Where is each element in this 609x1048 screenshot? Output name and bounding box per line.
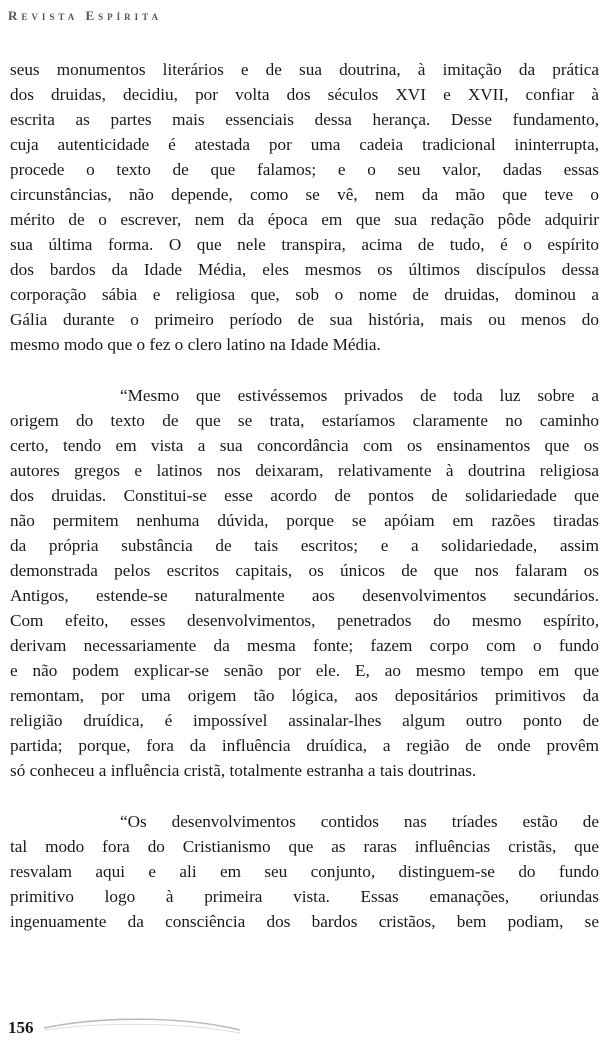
text-line: escrita as partes mais essenciais dessa herança. Desse fundamento,	[10, 110, 599, 129]
text-line: sua última forma. O que nele transpira, acima de tudo, é o espírito	[10, 235, 599, 254]
text-line: não permitem nenhuma dúvida, porque se apóiam em razões tiradas	[10, 511, 599, 530]
text-line: “Os desenvolvimentos contidos nas tríades estão de	[120, 812, 599, 831]
text-line: e não podem explicar-se senão por ele. E, ao mesmo tempo em que	[10, 661, 599, 680]
text-line: dos druidas. Constitui-se esse acordo de pontos de solidariedade que	[10, 486, 599, 505]
text-line: certo, tendo em vista a sua concordância com os ensinamentos que os	[10, 436, 599, 455]
text-line: só conheceu a influência cristã, totalmente estranha a tais doutrinas.	[10, 761, 477, 780]
text-line: mérito de o escrever, nem da época em que sua redação pôde adquirir	[10, 210, 599, 229]
text-line: ingenuamente da consciência dos bardos cristãos, bem podiam, se	[10, 912, 599, 931]
text-line: religião druídica, é impossível assinalar-lhes algum outro ponto de	[10, 711, 599, 730]
text-line: demonstrada pelos escritos capitais, os únicos de que nos falaram os	[10, 561, 599, 580]
text-line: da própria substância de tais escritos; e a solidariedade, assim	[10, 536, 599, 555]
text-line: seus monumentos literários e de sua doutrina, à imitação da prática	[10, 60, 599, 79]
text-line: cuja autenticidade é atestada por uma cadeia tradicional ininterrupta,	[10, 135, 599, 154]
decorative-swoosh	[42, 1014, 242, 1036]
text-line: tal modo fora do Cristianismo que as raras influências cristãs, que	[10, 837, 599, 856]
running-header: Revista Espírita	[8, 8, 162, 23]
text-line: mesmo modo que o fez o clero latino na Idade Média.	[10, 335, 381, 354]
text-line: primitivo logo à primeira vista. Essas emanações, oriundas	[10, 887, 599, 906]
text-line: corporação sábia e religiosa que, sob o nome de druidas, dominou a	[10, 285, 599, 304]
page-number: 156	[8, 1018, 34, 1037]
text-line: “Mesmo que estivéssemos privados de toda luz sobre a	[120, 386, 599, 405]
text-line: autores gregos e latinos nos deixaram, relativamente à doutrina religiosa	[10, 461, 599, 480]
text-line: Com efeito, esses desenvolvimentos, penetrados do mesmo espírito,	[10, 611, 599, 630]
text-line: remontam, por uma origem tão lógica, aos depositários primitivos da	[10, 686, 599, 705]
text-line: dos druidas, decidiu, por volta dos séculos XVI e XVII, confiar à	[10, 85, 599, 104]
text-line: partida; porque, fora da influência druídica, a região de onde provêm	[10, 736, 599, 755]
text-line: Antigos, estende-se naturalmente aos desenvolvimentos secundários.	[10, 586, 599, 605]
text-line: procede o texto de que falamos; e o seu valor, dadas essas	[10, 160, 599, 179]
text-line: resvalam aqui e ali em seu conjunto, distinguem-se do fundo	[10, 862, 599, 881]
text-line: circunstâncias, não depende, como se vê, nem da mão que teve o	[10, 185, 599, 204]
text-line: dos bardos da Idade Média, eles mesmos os últimos discípulos dessa	[10, 260, 599, 279]
text-line: derivam necessariamente da mesma fonte; fazem corpo com o fundo	[10, 636, 599, 655]
text-line: origem do texto de que se trata, estaríamos claramente no caminho	[10, 411, 599, 430]
text-line: Gália durante o primeiro período de sua história, mais ou menos do	[10, 310, 599, 329]
